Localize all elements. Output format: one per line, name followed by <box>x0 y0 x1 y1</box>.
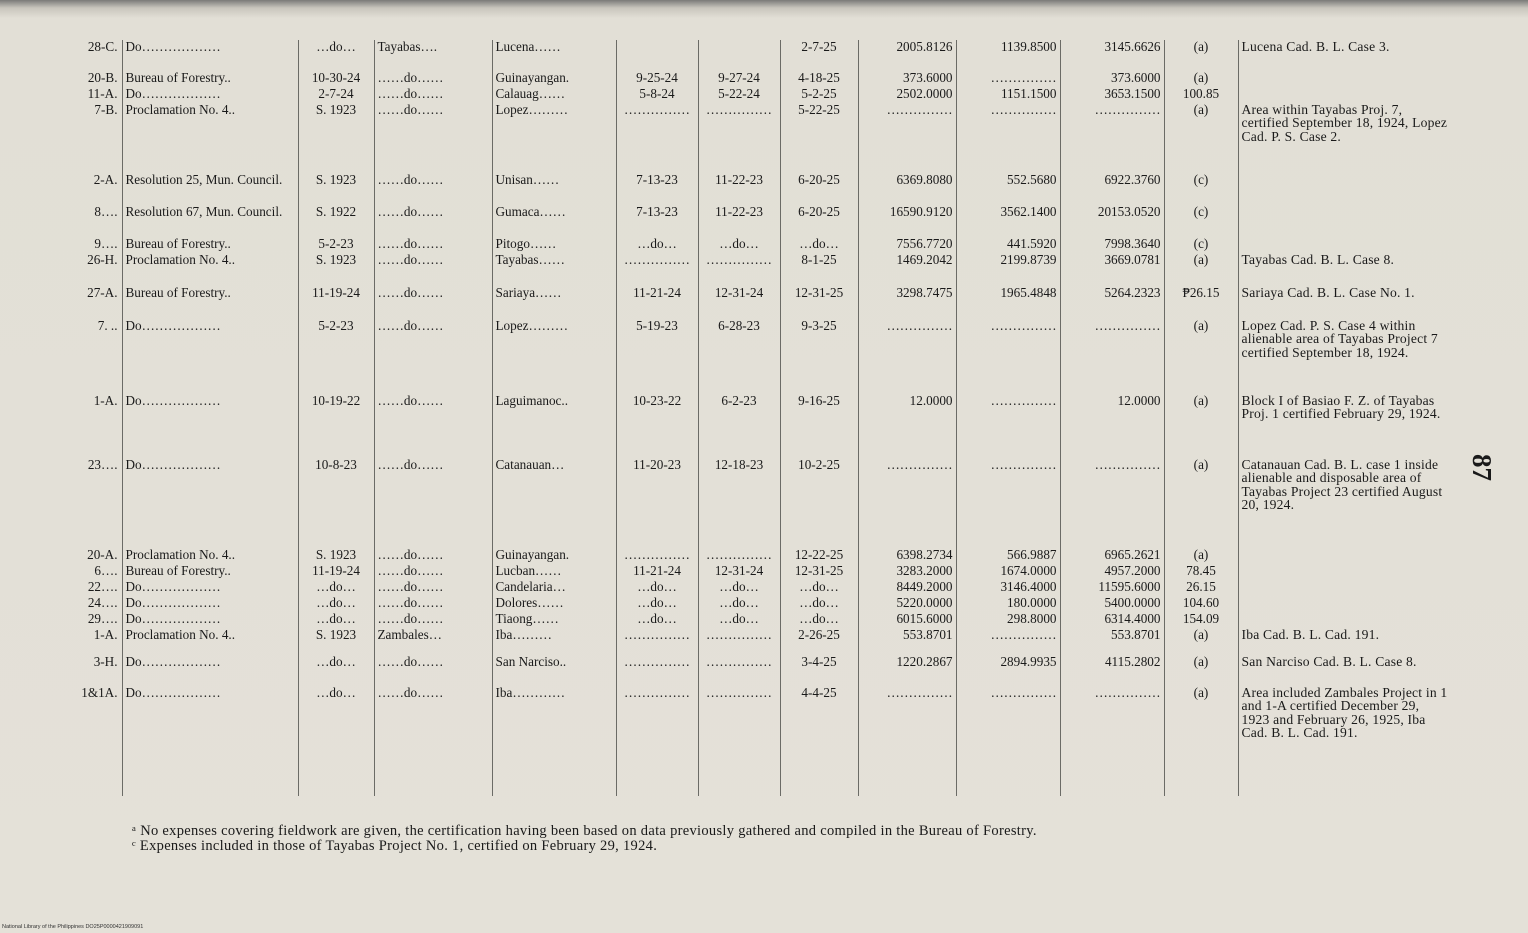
cell-cost: (a) <box>1164 458 1238 548</box>
cell-municipality: San Narciso.. <box>492 655 616 686</box>
cell-to: …………… <box>698 103 780 173</box>
cell-date: …do… <box>298 596 374 612</box>
table-row <box>62 458 1452 548</box>
cell-from: …………… <box>616 253 698 286</box>
cell-a1: …………… <box>858 686 956 796</box>
cell-from: …………… <box>616 548 698 564</box>
cell-to: …do… <box>698 612 780 628</box>
cell-municipality: Tayabas…… <box>492 253 616 286</box>
cell-province: ……do…… <box>374 458 492 548</box>
cell-cert: 4-4-25 <box>780 686 858 796</box>
cell-a1: 5220.0000 <box>858 596 956 612</box>
cell-municipality: Guinayangan. <box>492 548 616 564</box>
table-row <box>62 686 1452 796</box>
cell-municipality: Catanauan… <box>492 458 616 548</box>
cell-claimant: Do……………… <box>122 686 298 796</box>
cell-no: 11-A. <box>87 87 118 101</box>
cell-no: 9…. <box>94 237 118 251</box>
cell-claimant: Bureau of Forestry.. <box>122 564 298 580</box>
cell-to: 11-22-23 <box>698 173 780 205</box>
table-row <box>62 71 1452 87</box>
cell-to: 11-22-23 <box>698 205 780 237</box>
cell-claimant: Do……………… <box>122 596 298 612</box>
cell-cost: 104.60 <box>1164 596 1238 612</box>
cell-a3: 12.0000 <box>1060 394 1164 458</box>
cell-claimant: Proclamation No. 4.. <box>122 628 298 655</box>
cell-municipality: Tiaong…… <box>492 612 616 628</box>
cell-no: 28-C. <box>87 40 118 54</box>
cell-to: …………… <box>698 253 780 286</box>
cell-to: …………… <box>698 548 780 564</box>
cell-province: ……do…… <box>374 655 492 686</box>
footnotes <box>132 824 1452 854</box>
cell-remarks: San Narciso Cad. B. L. Case 8. <box>1238 655 1452 686</box>
cell-no: 3-H. <box>93 655 118 669</box>
cell-a3: 5400.0000 <box>1060 596 1164 612</box>
cell-municipality: Candelaria… <box>492 580 616 596</box>
cell-date: 11-19-24 <box>298 286 374 319</box>
cell-to: 9-27-24 <box>698 71 780 87</box>
cell-cert: 2-26-25 <box>780 628 858 655</box>
cell-claimant: Do……………… <box>122 612 298 628</box>
cell-to: 5-22-24 <box>698 87 780 103</box>
cell-no: 7. .. <box>97 319 118 333</box>
cell-a1: 2502.0000 <box>858 87 956 103</box>
cell-cert: 3-4-25 <box>780 655 858 686</box>
cell-cost: 100.85 <box>1164 87 1238 103</box>
cell-a2: 1674.0000 <box>956 564 1060 580</box>
cell-province: ……do…… <box>374 580 492 596</box>
cell-remarks <box>1238 237 1452 253</box>
cell-a1: 1469.2042 <box>858 253 956 286</box>
cell-from: …………… <box>616 103 698 173</box>
cell-a1: 373.6000 <box>858 71 956 87</box>
cell-province: ……do…… <box>374 71 492 87</box>
cell-a2: 1151.1500 <box>956 87 1060 103</box>
cell-no: 20-B. <box>87 71 118 85</box>
cell-date: 10-30-24 <box>298 71 374 87</box>
cell-date: S. 1923 <box>298 628 374 655</box>
cell-remarks <box>1238 548 1452 564</box>
table-row <box>62 173 1452 205</box>
cell-claimant: Resolution 25, Mun. Council. <box>122 173 298 205</box>
cell-remarks: Area included Zambales Project in 1 and 1-A certified December 29, 1923 and February 26, 1925, Iba Cad. B. L. Cad. 191. <box>1238 686 1452 796</box>
table-row <box>62 548 1452 564</box>
cell-cert: 12-22-25 <box>780 548 858 564</box>
cell-a1: …………… <box>858 458 956 548</box>
cell-no: 23…. <box>87 458 118 472</box>
cell-no: 1&1A. <box>81 686 118 700</box>
cell-a1: 553.8701 <box>858 628 956 655</box>
cell-date: …do… <box>298 612 374 628</box>
cell-from: …do… <box>616 612 698 628</box>
cell-claimant: Bureau of Forestry.. <box>122 286 298 319</box>
cell-a2: …………… <box>956 686 1060 796</box>
cell-province: ……do…… <box>374 686 492 796</box>
table-row <box>62 205 1452 237</box>
cell-remarks <box>1238 205 1452 237</box>
cell-claimant: Do……………… <box>122 87 298 103</box>
cell-province: Tayabas…. <box>374 40 492 71</box>
cell-from: …do… <box>616 580 698 596</box>
cell-a1: …………… <box>858 103 956 173</box>
cell-claimant: Proclamation No. 4.. <box>122 253 298 286</box>
cell-to: 6-2-23 <box>698 394 780 458</box>
cell-a2: …………… <box>956 103 1060 173</box>
cell-from: …………… <box>616 655 698 686</box>
cell-province: ……do…… <box>374 87 492 103</box>
cell-a2: 2199.8739 <box>956 253 1060 286</box>
cell-no: 24…. <box>87 596 118 610</box>
cell-cost: (a) <box>1164 253 1238 286</box>
cell-municipality: Lucena…… <box>492 40 616 71</box>
cell-date: 11-19-24 <box>298 564 374 580</box>
cell-claimant: Bureau of Forestry.. <box>122 237 298 253</box>
cell-to: 12-18-23 <box>698 458 780 548</box>
cell-to: …do… <box>698 596 780 612</box>
cell-no: 7-B. <box>94 103 118 117</box>
cell-a2: 3562.1400 <box>956 205 1060 237</box>
cell-to: …………… <box>698 628 780 655</box>
cell-remarks: Area within Tayabas Proj. 7, certified September 18, 1924, Lopez Cad. P. S. Case 2. <box>1238 103 1452 173</box>
cell-no: 20-A. <box>87 548 118 562</box>
cell-a3: 3669.0781 <box>1060 253 1164 286</box>
table-row <box>62 319 1452 394</box>
table-row <box>62 394 1452 458</box>
cell-municipality: Lucban…… <box>492 564 616 580</box>
cell-cost: (a) <box>1164 40 1238 71</box>
cell-province: Zambales… <box>374 628 492 655</box>
cell-date: S. 1923 <box>298 253 374 286</box>
cell-a2: 2894.9935 <box>956 655 1060 686</box>
cell-cert: …do… <box>780 596 858 612</box>
cell-cert: 4-18-25 <box>780 71 858 87</box>
cell-cert: 10-2-25 <box>780 458 858 548</box>
cell-to: …………… <box>698 686 780 796</box>
cell-claimant: Do……………… <box>122 655 298 686</box>
cell-from: 11-21-24 <box>616 564 698 580</box>
cell-a3: 5264.2323 <box>1060 286 1164 319</box>
cell-remarks <box>1238 173 1452 205</box>
cell-municipality: Pitogo…… <box>492 237 616 253</box>
cell-a3: 553.8701 <box>1060 628 1164 655</box>
cell-a2: …………… <box>956 458 1060 548</box>
cell-claimant: Do……………… <box>122 394 298 458</box>
cell-from: 5-8-24 <box>616 87 698 103</box>
cell-cert: 9-16-25 <box>780 394 858 458</box>
cell-claimant: Do……………… <box>122 319 298 394</box>
table-row <box>62 237 1452 253</box>
cell-municipality: Iba……… <box>492 628 616 655</box>
cell-a2: …………… <box>956 394 1060 458</box>
cell-date: 5-2-23 <box>298 237 374 253</box>
cell-from: …do… <box>616 237 698 253</box>
cell-cert: 12-31-25 <box>780 564 858 580</box>
cell-date: …do… <box>298 40 374 71</box>
page-number: 87 <box>1467 454 1497 481</box>
cell-a3: 6314.4000 <box>1060 612 1164 628</box>
cell-remarks <box>1238 71 1452 87</box>
cell-municipality: Gumaca…… <box>492 205 616 237</box>
cell-municipality: Dolores…… <box>492 596 616 612</box>
cell-a3: 4957.2000 <box>1060 564 1164 580</box>
cell-cost: (c) <box>1164 173 1238 205</box>
cell-date: …do… <box>298 655 374 686</box>
cell-to: …do… <box>698 237 780 253</box>
cell-a1: 6369.8080 <box>858 173 956 205</box>
cell-cert: 5-2-25 <box>780 87 858 103</box>
cell-province: ……do…… <box>374 319 492 394</box>
cell-remarks <box>1238 564 1452 580</box>
cell-a3: 3653.1500 <box>1060 87 1164 103</box>
cell-cost: 154.09 <box>1164 612 1238 628</box>
cell-province: ……do…… <box>374 394 492 458</box>
cell-a2: 552.5680 <box>956 173 1060 205</box>
cell-a2: 1965.4848 <box>956 286 1060 319</box>
cell-province: ……do…… <box>374 286 492 319</box>
cell-a1: 2005.8126 <box>858 40 956 71</box>
cell-a1: 16590.9120 <box>858 205 956 237</box>
cell-cost: (a) <box>1164 319 1238 394</box>
cell-to: …do… <box>698 580 780 596</box>
table-row <box>62 253 1452 286</box>
cell-remarks: Sariaya Cad. B. L. Case No. 1. <box>1238 286 1452 319</box>
cell-to: …………… <box>698 655 780 686</box>
cell-a1: 6398.2734 <box>858 548 956 564</box>
cell-a2: 298.8000 <box>956 612 1060 628</box>
cell-cert: 5-22-25 <box>780 103 858 173</box>
cell-cert: 8-1-25 <box>780 253 858 286</box>
cell-a2: 3146.4000 <box>956 580 1060 596</box>
table-row <box>62 655 1452 686</box>
cell-a3: 373.6000 <box>1060 71 1164 87</box>
cell-cost: 78.45 <box>1164 564 1238 580</box>
table-row <box>62 612 1452 628</box>
cell-a2: 441.5920 <box>956 237 1060 253</box>
cell-a3: …………… <box>1060 103 1164 173</box>
cell-to <box>698 40 780 71</box>
cell-cert: 2-7-25 <box>780 40 858 71</box>
table-row <box>62 564 1452 580</box>
cell-cert: 6-20-25 <box>780 173 858 205</box>
cell-remarks <box>1238 612 1452 628</box>
cell-cost: (a) <box>1164 686 1238 796</box>
cell-province: ……do…… <box>374 253 492 286</box>
cell-to: 6-28-23 <box>698 319 780 394</box>
cell-cost: (c) <box>1164 205 1238 237</box>
cell-cert: 6-20-25 <box>780 205 858 237</box>
cell-cert: …do… <box>780 237 858 253</box>
cell-date: S. 1923 <box>298 548 374 564</box>
cell-a1: 6015.6000 <box>858 612 956 628</box>
cell-remarks <box>1238 596 1452 612</box>
cell-from: …………… <box>616 628 698 655</box>
cell-date: S. 1922 <box>298 205 374 237</box>
cell-a1: 12.0000 <box>858 394 956 458</box>
footnote-c: ᶜ Expenses included in those of Tayabas Project No. 1, certified on February 29, 1924. <box>132 838 658 854</box>
cell-cost: (a) <box>1164 655 1238 686</box>
cell-a1: 7556.7720 <box>858 237 956 253</box>
cell-municipality: Guinayangan. <box>492 71 616 87</box>
cell-a3: …………… <box>1060 686 1164 796</box>
footnote-a: ᵃ No expenses covering fieldwork are given, the certification having been based on data previously gathered and compiled in the Bureau of Forestry. <box>132 823 1037 839</box>
cell-a3: 3145.6626 <box>1060 40 1164 71</box>
table-row <box>62 628 1452 655</box>
cell-from: 11-20-23 <box>616 458 698 548</box>
cell-to: 12-31-24 <box>698 286 780 319</box>
table-body <box>62 40 1452 796</box>
cell-a3: 11595.6000 <box>1060 580 1164 596</box>
cell-from: …do… <box>616 596 698 612</box>
cell-to: 12-31-24 <box>698 564 780 580</box>
cell-a1: 3283.2000 <box>858 564 956 580</box>
cell-date: S. 1923 <box>298 103 374 173</box>
cell-date: …do… <box>298 580 374 596</box>
cell-municipality: Iba………… <box>492 686 616 796</box>
cell-from: 5-19-23 <box>616 319 698 394</box>
cell-a2: 180.0000 <box>956 596 1060 612</box>
cell-no: 6…. <box>94 564 118 578</box>
cell-a3: 4115.2802 <box>1060 655 1164 686</box>
cell-cost: (a) <box>1164 103 1238 173</box>
cell-a1: 8449.2000 <box>858 580 956 596</box>
cell-province: ……do…… <box>374 173 492 205</box>
cell-from: …………… <box>616 686 698 796</box>
cell-date: S. 1923 <box>298 173 374 205</box>
cell-from: 10-23-22 <box>616 394 698 458</box>
certification-table <box>62 40 1452 796</box>
cell-a2: …………… <box>956 319 1060 394</box>
cell-remarks <box>1238 580 1452 596</box>
cell-a3: …………… <box>1060 458 1164 548</box>
cell-a1: 1220.2867 <box>858 655 956 686</box>
cell-province: ……do…… <box>374 205 492 237</box>
cell-cert: …do… <box>780 612 858 628</box>
cell-claimant: Proclamation No. 4.. <box>122 103 298 173</box>
cell-no: 29…. <box>87 612 118 626</box>
cell-a3: 6922.3760 <box>1060 173 1164 205</box>
cell-a1: …………… <box>858 319 956 394</box>
cell-a1: 3298.7475 <box>858 286 956 319</box>
cell-a2: …………… <box>956 628 1060 655</box>
table-row <box>62 87 1452 103</box>
cell-municipality: Laguimanoc.. <box>492 394 616 458</box>
cell-date: …do… <box>298 686 374 796</box>
cell-municipality: Sariaya…… <box>492 286 616 319</box>
cell-no: 22…. <box>87 580 118 594</box>
cell-a3: …………… <box>1060 319 1164 394</box>
table-row <box>62 286 1452 319</box>
cell-province: ……do…… <box>374 564 492 580</box>
cell-remarks <box>1238 87 1452 103</box>
table-row <box>62 40 1452 71</box>
cell-no: 8…. <box>94 205 118 219</box>
cell-a3: 7998.3640 <box>1060 237 1164 253</box>
cell-a2: …………… <box>956 71 1060 87</box>
cell-from: 9-25-24 <box>616 71 698 87</box>
cell-cost: (c) <box>1164 237 1238 253</box>
cell-date: 5-2-23 <box>298 319 374 394</box>
cell-date: 10-8-23 <box>298 458 374 548</box>
cell-no: 27-A. <box>87 286 118 300</box>
cell-cert: …do… <box>780 580 858 596</box>
cell-province: ……do…… <box>374 548 492 564</box>
cell-cost: (a) <box>1164 548 1238 564</box>
cell-a2: 566.9887 <box>956 548 1060 564</box>
cell-remarks: Catanauan Cad. B. L. case 1 inside alienable and disposable area of Tayabas Project 23 certified August 20, 1924. <box>1238 458 1452 548</box>
cell-cost: ₱26.15 <box>1164 286 1238 319</box>
table-row <box>62 596 1452 612</box>
cell-cost: (a) <box>1164 394 1238 458</box>
cell-from <box>616 40 698 71</box>
cell-cost: 26.15 <box>1164 580 1238 596</box>
cell-cost: (a) <box>1164 628 1238 655</box>
cell-remarks: Iba Cad. B. L. Cad. 191. <box>1238 628 1452 655</box>
cell-remarks: Tayabas Cad. B. L. Case 8. <box>1238 253 1452 286</box>
table-row <box>62 580 1452 596</box>
scan-credit: National Library of the Philippines DO25P0000421909091 <box>2 924 144 930</box>
cell-province: ……do…… <box>374 103 492 173</box>
cell-a2: 1139.8500 <box>956 40 1060 71</box>
cell-claimant: Do……………… <box>122 40 298 71</box>
cell-province: ……do…… <box>374 612 492 628</box>
cell-claimant: Do……………… <box>122 458 298 548</box>
cell-from: 11-21-24 <box>616 286 698 319</box>
cell-municipality: Calauag…… <box>492 87 616 103</box>
cell-claimant: Proclamation No. 4.. <box>122 548 298 564</box>
cell-no: 1-A. <box>93 394 118 408</box>
cell-cost: (a) <box>1164 71 1238 87</box>
cell-from: 7-13-23 <box>616 173 698 205</box>
cell-a3: 6965.2621 <box>1060 548 1164 564</box>
cell-a3: 20153.0520 <box>1060 205 1164 237</box>
cell-remarks: Lopez Cad. P. S. Case 4 within alienable area of Tayabas Project 7 certified September 18, 1924. <box>1238 319 1452 394</box>
cell-cert: 12-31-25 <box>780 286 858 319</box>
cell-date: 2-7-24 <box>298 87 374 103</box>
cell-province: ……do…… <box>374 237 492 253</box>
cell-no: 1-A. <box>93 628 118 642</box>
table-row <box>62 103 1452 173</box>
cell-remarks: Block I of Basiao F. Z. of Tayabas Proj. 1 certified February 29, 1924. <box>1238 394 1452 458</box>
cell-date: 10-19-22 <box>298 394 374 458</box>
cell-cert: 9-3-25 <box>780 319 858 394</box>
cell-municipality: Unisan…… <box>492 173 616 205</box>
cell-province: ……do…… <box>374 596 492 612</box>
cell-from: 7-13-23 <box>616 205 698 237</box>
cell-no: 2-A. <box>93 173 118 187</box>
cell-municipality: Lopez……… <box>492 103 616 173</box>
cell-claimant: Bureau of Forestry.. <box>122 71 298 87</box>
cell-claimant: Do……………… <box>122 580 298 596</box>
cell-no: 26-H. <box>87 253 118 267</box>
cell-municipality: Lopez……… <box>492 319 616 394</box>
cell-remarks: Lucena Cad. B. L. Case 3. <box>1238 40 1452 71</box>
cell-claimant: Resolution 67, Mun. Council. <box>122 205 298 237</box>
